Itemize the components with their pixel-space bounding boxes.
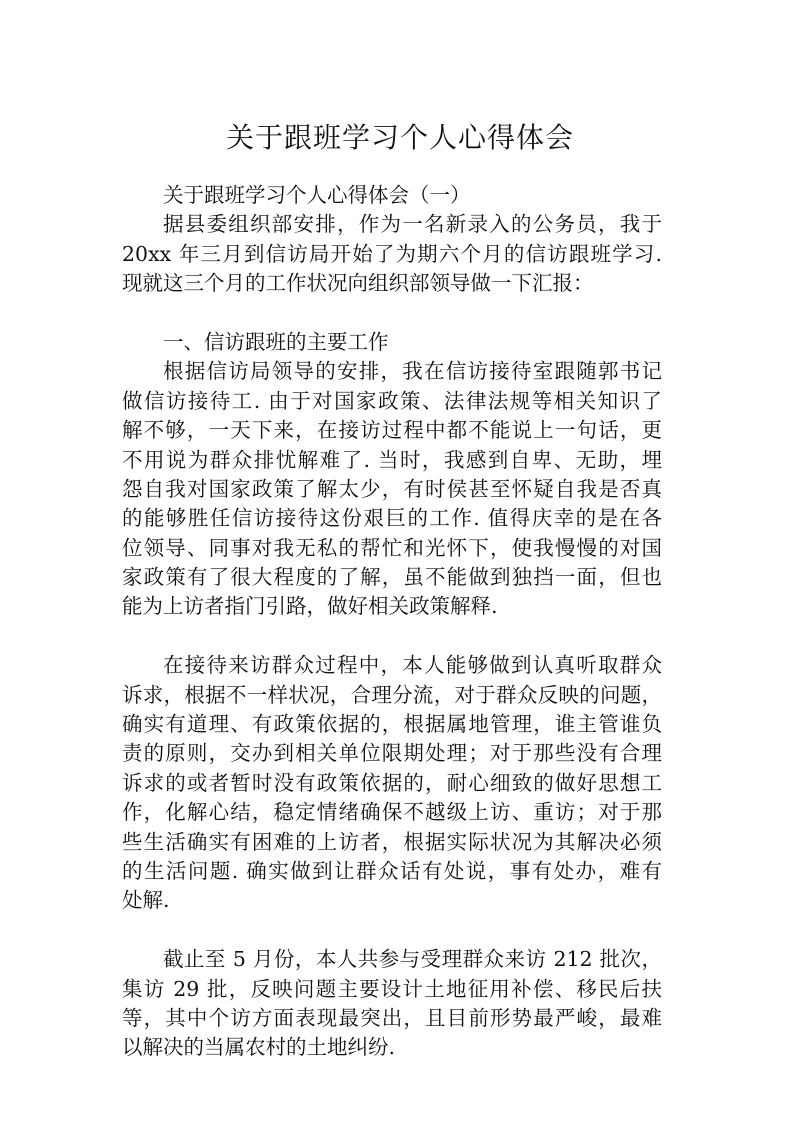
paragraph-line: 以解决的当属农村的土地纠纷. [122,1035,396,1060]
paragraph-line: 解不够，一天下来，在接访过程中都不能说上一句话，更 [122,418,662,443]
paragraph-line: 现就这三个月的工作状况向组织部领导做一下汇报： [122,271,594,296]
paragraph-line: 位领导、同事对我无私的帮忙和光怀下，使我慢慢的对国 [122,535,662,560]
paragraph-line: 在接待来访群众过程中，本人能够做到认真听取群众 [163,653,662,678]
paragraph-line: 能为上访者指门引路，做好相关政策解释. [122,594,498,619]
paragraph-line: 关于跟班学习个人心得体会（一） [163,183,471,207]
paragraph-line: 不用说为群众排忧解难了. 当时，我感到自卑、无助，埋 [122,447,662,472]
document-body [122,181,662,1063]
blank-line [122,916,662,945]
paragraph-line: 诉求的或者暂时没有政策依据的，耐心细致的做好思想工 [122,770,662,795]
paragraph-line: 的能够胜任信访接待这份艰巨的工作. 值得庆幸的是在各 [122,506,662,531]
paragraph-line: 等，其中个访方面表现最突出，且目前形势最严峻，最难 [122,1005,662,1030]
paragraph-line: 确实有道理、有政策依据的，根据属地管理，谁主管谁负 [122,712,662,737]
paragraph-line: 些生活确实有困难的上访者，根据实际状况为其解决必须 [122,829,662,854]
paragraph-line: 处解. [122,888,170,913]
paragraph-line: 诉求，根据不一样状况，合理分流，对于群众反映的问题， [122,682,662,707]
paragraph-line: 一、信访跟班的主要工作 [163,329,389,354]
paragraph-line: 集访 29 批，反映问题主要设计土地征用补偿、移民后扶 [122,976,662,1001]
paragraph-line: 的生活问题. 确实做到让群众话有处说，事有处办，难有 [122,858,662,883]
paragraph-line: 责的原则，交办到相关单位限期处理；对于那些没有合理 [122,741,662,766]
paragraph-line: 家政策有了很大程度的了解，虽不能做到独挡一面，但也 [122,565,662,590]
paragraph-line: 作，化解心结，稳定情绪确保不越级上访、重访；对于那 [122,800,662,825]
paragraph-line: 截止至 5 月份，本人共参与受理群众来访 212 批次， [163,947,662,972]
blank-line [122,299,662,328]
paragraph-line: 根据信访局领导的安排，我在信访接待室跟随郭书记 [163,359,662,384]
paragraph-line: 做信访接待工. 由于对国家政策、法律法规等相关知识了 [122,388,662,413]
paragraph-line: 怨自我对国家政策了解太少，有时侯甚至怀疑自我是否真 [122,476,662,501]
paragraph-line: 20xx 年三月到信访局开始了为期六个月的信访跟班学习. [122,241,662,266]
paragraph-line: 据县委组织部安排，作为一名新录入的公务员，我于 [163,212,662,237]
document-title: 关于跟班学习个人心得体会 [225,121,574,154]
blank-line [122,622,662,651]
